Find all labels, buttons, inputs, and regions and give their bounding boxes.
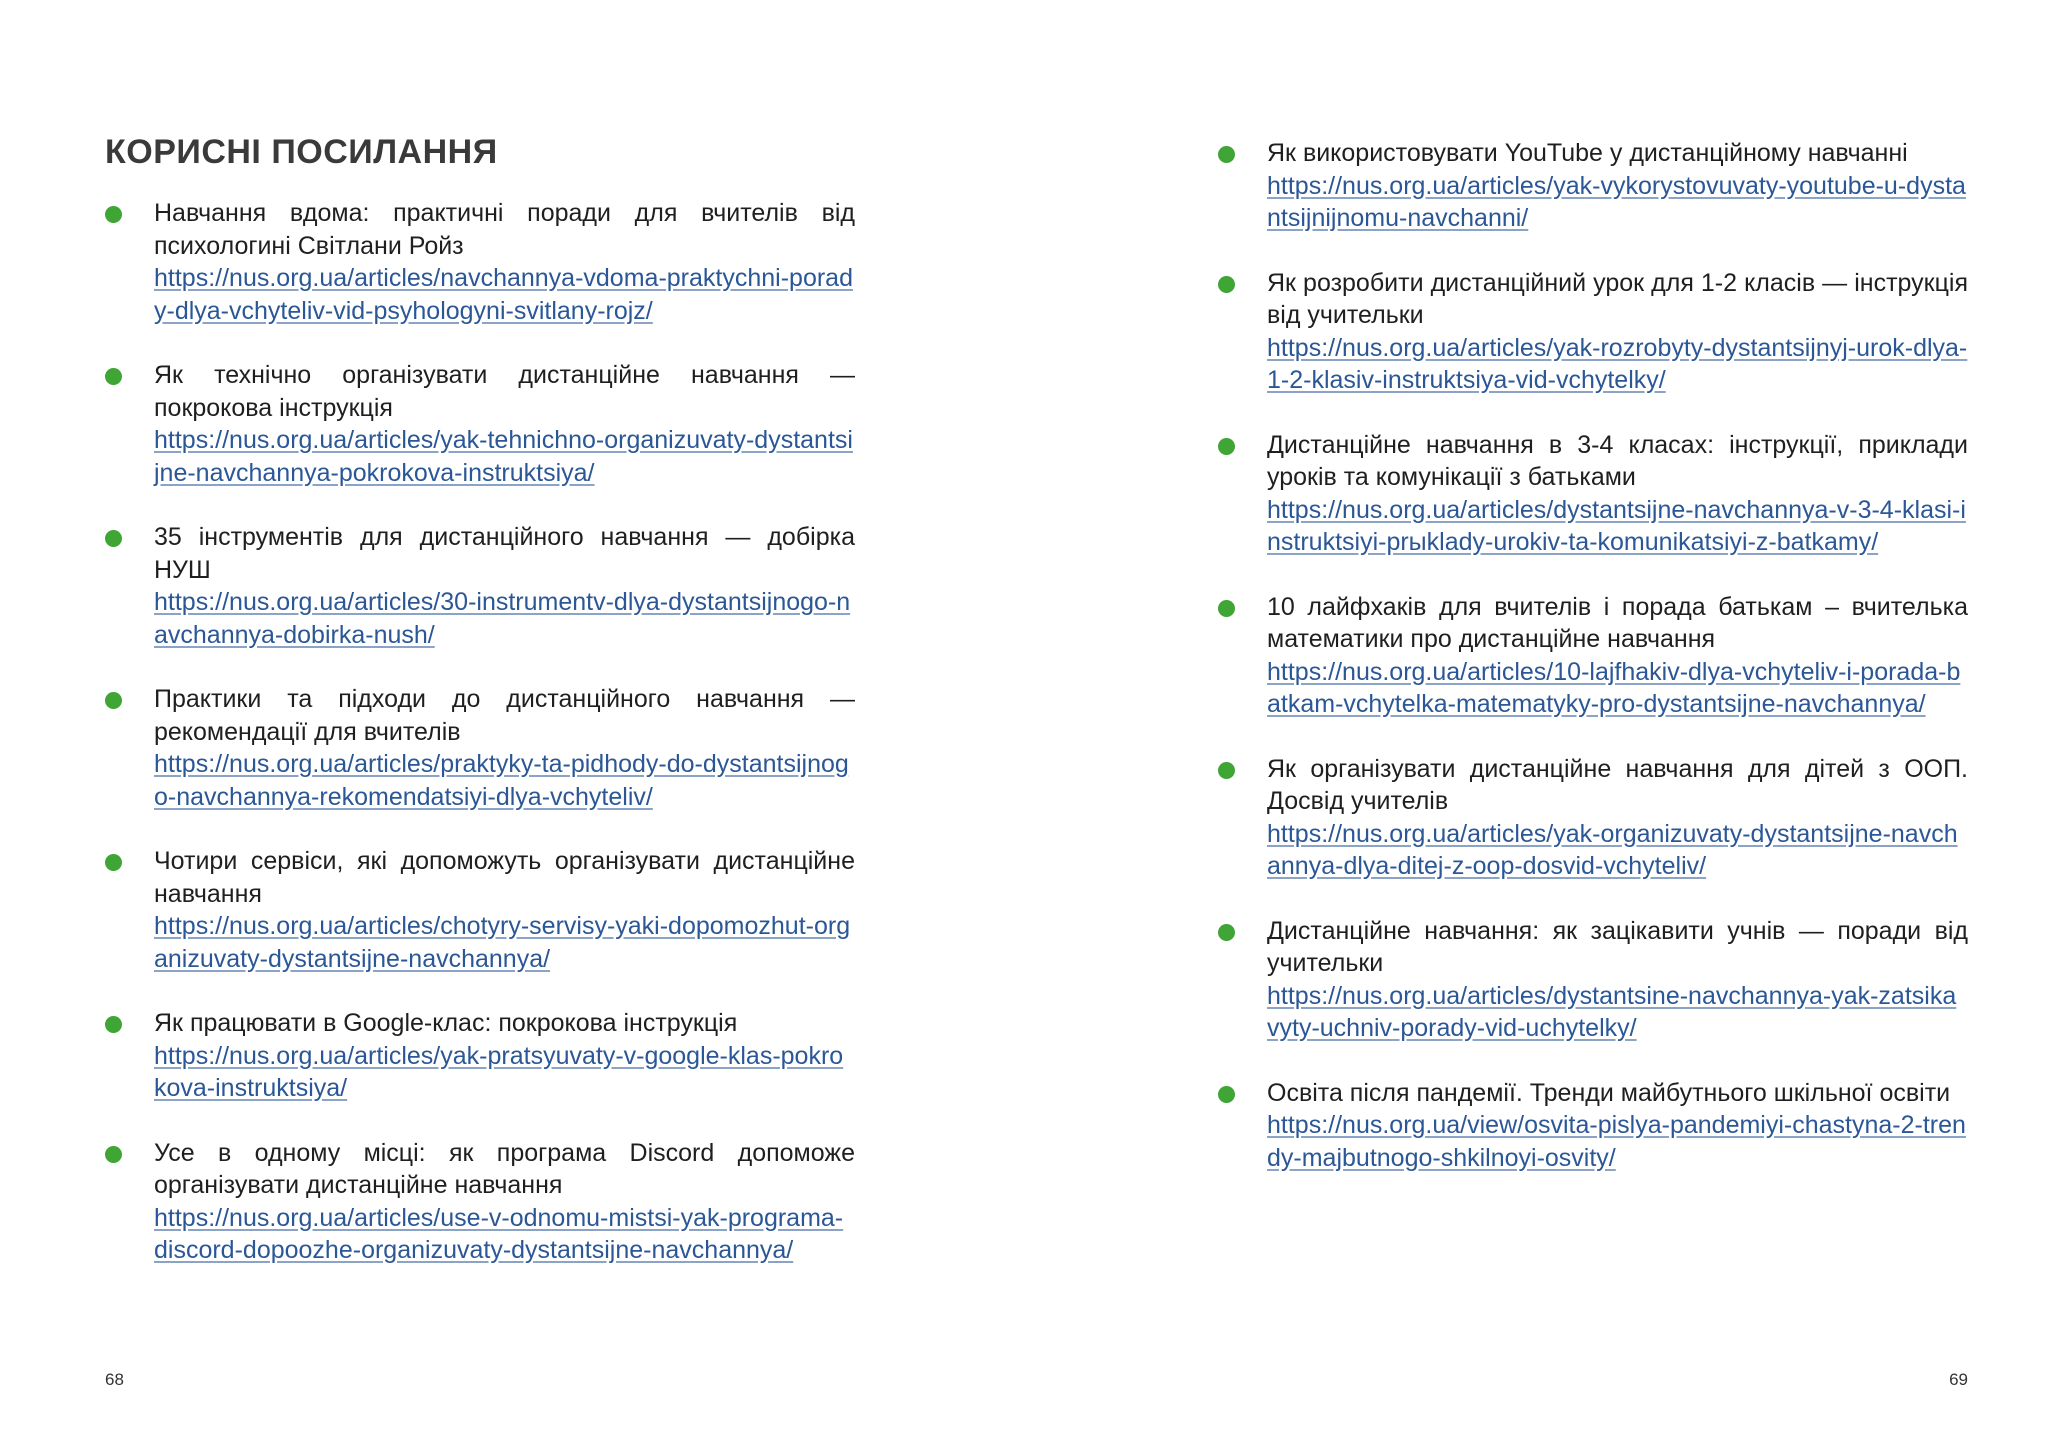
item-link[interactable]: https://nus.org.ua/articles/dystantsine-navchannya-yak-zatsikavyty-uchniv-porady-vid-uchytelky/ xyxy=(1267,981,1957,1042)
bullet-icon xyxy=(1218,924,1235,941)
list-item xyxy=(105,521,855,651)
list-item xyxy=(1218,267,1968,397)
item-title: Як працювати в Google-клас: покрокова інструкція xyxy=(154,1009,738,1037)
item-title: 35 інструментів для дистанційного навчання — добірка НУШ xyxy=(154,523,855,584)
list-item xyxy=(105,845,855,975)
bullet-icon xyxy=(105,1146,122,1163)
item-link[interactable]: https://nus.org.ua/articles/yak-pratsyuvaty-v-google-klas-pokrokova-instruktsiya/ xyxy=(154,1041,844,1102)
list-item xyxy=(1218,753,1968,883)
list-item xyxy=(1218,1077,1968,1175)
item-title: Чотири сервіси, які допоможуть організувати дистанційне навчання xyxy=(154,847,855,908)
list-item xyxy=(1218,591,1968,721)
item-link[interactable]: https://nus.org.ua/articles/10-lajfhakiv-dlya-vchyteliv-i-porada-batkam-vchytelka-matematyky-pro-dystantsijne-navchannya/ xyxy=(1267,657,1961,718)
page-number: 69 xyxy=(1949,1370,1968,1389)
item-title: Як використовувати YouTube у дистанційному навчанні xyxy=(1267,139,1908,167)
bullet-icon xyxy=(1218,762,1235,779)
item-link[interactable]: https://nus.org.ua/articles/30-instrumentv-dlya-dystantsijnogo-navchannya-dobirka-nush/ xyxy=(154,588,851,649)
bullet-icon xyxy=(105,530,122,547)
item-title: Як технічно організувати дистанційне навчання — покрокова інструкція xyxy=(154,361,855,422)
bullet-icon xyxy=(105,1016,122,1033)
item-title: Навчання вдома: практичні поради для вчителів від психологині Світлани Ройз xyxy=(154,199,855,260)
item-title: Дистанційне навчання: як зацікавити учнів — поради від учительки xyxy=(1267,916,1968,977)
item-title: Як розробити дистанційний урок для 1-2 класів — інструкція від учительки xyxy=(1267,268,1968,329)
list-item xyxy=(105,359,855,489)
item-link[interactable]: https://nus.org.ua/articles/yak-vykorystovuvaty-youtube-u-dystantsijnijnomu-navchanni/ xyxy=(1267,171,1966,232)
bullet-icon xyxy=(1218,276,1235,293)
item-link[interactable]: https://nus.org.ua/articles/praktyky-ta-pidhody-do-dystantsijnogo-navchannya-rekomendatsiyi-dlya-vchyteliv/ xyxy=(154,750,849,811)
list-item xyxy=(105,197,855,327)
list-item xyxy=(1218,915,1968,1045)
page-number: 68 xyxy=(105,1370,124,1389)
item-link[interactable]: https://nus.org.ua/articles/yak-tehnichno-organizuvaty-dystantsijne-navchannya-pokrokova-instruktsiya/ xyxy=(154,426,853,487)
bullet-icon xyxy=(1218,438,1235,455)
item-title: Практики та підходи до дистанційного навчання — рекомендації для вчителів xyxy=(154,685,855,746)
bullet-icon xyxy=(1218,1086,1235,1103)
section-title: КОРИСНІ ПОСИЛАННЯ xyxy=(105,133,498,171)
item-link[interactable]: https://nus.org.ua/articles/chotyry-servisy-yaki-dopomozhut-organizuvaty-dystantsijne-navchannya/ xyxy=(154,912,851,973)
item-title: Освіта після пандемії. Тренди майбутнього шкільної освіти xyxy=(1267,1078,1951,1107)
link-list-left xyxy=(105,197,855,1299)
link-list-right xyxy=(1218,137,1968,1206)
bullet-icon xyxy=(1218,146,1235,163)
item-title: 10 лайфхаків для вчителів і порада батькам – вчителька математики про дистанційне навчання xyxy=(1267,592,1968,653)
bullet-icon xyxy=(105,368,122,385)
item-title: Як організувати дистанційне навчання для дітей з ООП. Досвід учителів xyxy=(1267,754,1968,815)
bullet-icon xyxy=(1218,600,1235,617)
item-title: Усе в одному місці: як програма Discord допоможе організувати дистанційне навчання xyxy=(154,1138,855,1199)
list-item xyxy=(1218,429,1968,559)
right-page xyxy=(1024,0,2048,1453)
item-link[interactable]: https://nus.org.ua/articles/navchannya-vdoma-praktychni-porady-dlya-vchyteliv-vid-psyhologyni-svitlany-rojz/ xyxy=(154,264,853,325)
bullet-icon xyxy=(105,206,122,223)
list-item xyxy=(1218,137,1968,235)
list-item xyxy=(105,1007,855,1105)
item-link[interactable]: https://nus.org.ua/articles/yak-organizuvaty-dystantsijne-navchannya-dlya-ditej-z-oop-dosvid-vchyteliv/ xyxy=(1267,819,1958,880)
item-title: Дистанційне навчання в 3-4 класах: інструкції, приклади уроків та комунікації з батьками xyxy=(1267,430,1968,491)
list-item xyxy=(105,683,855,813)
item-link[interactable]: https://nus.org.ua/articles/yak-rozrobyty-dystantsijnyj-urok-dlya-1-2-klasiv-instruktsiya-vid-vchytelky/ xyxy=(1267,333,1968,394)
bullet-icon xyxy=(105,692,122,709)
item-link[interactable]: https://nus.org.ua/articles/dystantsijne-navchannya-v-3-4-klasi-instruktsiyi-prыklady-urokiv-ta-komunikatsiyi-z-batkamy/ xyxy=(1267,495,1966,556)
item-link[interactable]: https://nus.org.ua/view/osvita-pislya-pandemiyi-chastyna-2-trendy-majbutnogo-shkilnoyi-osvity/ xyxy=(1267,1111,1966,1172)
bullet-icon xyxy=(105,854,122,871)
item-link[interactable]: https://nus.org.ua/articles/use-v-odnomu-mistsi-yak-programa-discord-dopoozhe-organizuvaty-dystantsijne-navchannya/ xyxy=(154,1203,844,1264)
list-item xyxy=(105,1137,855,1267)
